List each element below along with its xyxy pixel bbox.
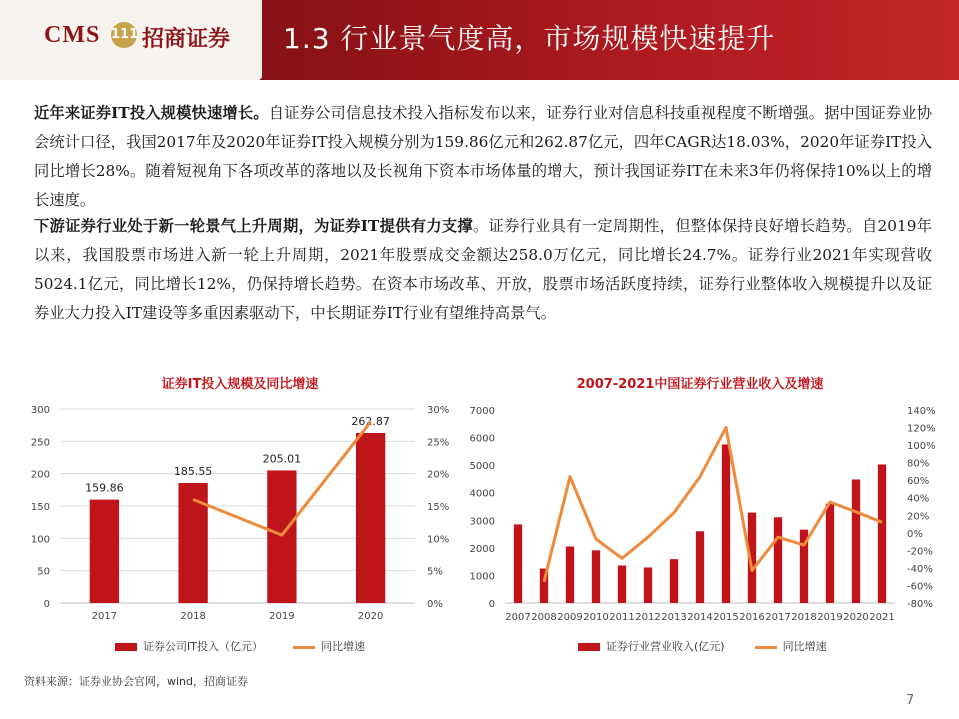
legend-bar-swatch (115, 643, 137, 651)
x-tick-label: 2008 (531, 612, 557, 623)
x-tick-label: 2007 (505, 612, 531, 623)
y-left-tick-label: 50 (37, 566, 50, 578)
y-right-tick-label: 100% (907, 441, 936, 453)
x-tick-label: 2010 (583, 612, 609, 623)
y-right-tick-label: -20% (907, 546, 933, 558)
x-tick-label: 2016 (739, 612, 765, 623)
y-right-tick-label: 25% (427, 437, 450, 449)
y-right-tick-label: 20% (427, 469, 450, 481)
bar (644, 567, 652, 603)
bar-value-label: 262.87 (351, 415, 390, 429)
y-right-tick-label: -40% (907, 563, 933, 575)
y-right-tick-label: 10% (427, 534, 450, 546)
x-tick-label: 2012 (635, 612, 661, 623)
bar (514, 524, 522, 603)
bar (774, 517, 782, 603)
y-left-tick-label: 7000 (469, 406, 495, 417)
y-left-tick-label: 3000 (469, 516, 495, 528)
x-tick-label: 2014 (687, 612, 713, 623)
y-right-tick-label: 0% (907, 528, 923, 540)
x-tick-label: 2018 (180, 611, 206, 622)
x-tick-label: 2020 (843, 612, 869, 623)
chart2-title: 2007-2021中国证券行业营业收入及增速 (576, 377, 824, 392)
logo-en-text: CMS (44, 22, 101, 48)
legend-line-label: 同比增速 (320, 640, 365, 653)
x-tick-label: 2017 (91, 611, 118, 622)
y-left-tick-label: 5000 (469, 461, 495, 473)
y-left-tick-label: 0 (43, 599, 50, 610)
x-tick-label: 2015 (713, 612, 739, 623)
y-right-tick-label: 80% (907, 458, 930, 470)
y-left-tick-label: 4000 (469, 488, 495, 500)
bar-value-label: 185.55 (173, 465, 213, 479)
bar (826, 504, 834, 603)
y-left-tick-label: 150 (30, 502, 50, 513)
paragraph-lead: 下游证券行业处于新一轮景气上升周期，为证券IT提供有力支撑 (34, 217, 473, 235)
bar-value-label: 205.01 (262, 452, 302, 466)
x-tick-label: 2018 (791, 612, 817, 623)
x-tick-label: 2011 (609, 612, 635, 623)
bar (696, 531, 704, 603)
bar (722, 444, 730, 603)
x-tick-label: 2019 (817, 612, 843, 623)
logo-mark-icon: 111 (111, 22, 137, 48)
bar (878, 464, 886, 603)
y-left-tick-label: 6000 (469, 433, 495, 445)
y-right-tick-label: 15% (427, 502, 450, 513)
y-right-tick-label: -60% (907, 581, 933, 593)
paragraph-body: 自证券公司信息技术投入指标发布以来，证券行业对信息科技重视程度不断增强。据中国证券业协会统计口径，我国2017年及2020年证券IT投入规模分别为159.86亿元和262.87亿元，四年CAGR达18.03%，2020年证券IT投入同比增长28%。随着短视角下各项改革的落地以及长视角下资本市场体量的增大，预计我国证券IT在未来3年仍将保持10%以上的增长速度。 (34, 104, 932, 209)
x-tick-label: 2021 (869, 612, 895, 623)
y-right-tick-label: 0% (427, 599, 443, 610)
legend-line-swatch (293, 646, 315, 649)
y-left-tick-label: 100 (30, 534, 50, 546)
y-right-tick-label: 60% (907, 476, 930, 488)
paragraph-body: 。证券行业具有一定周期性，但整体保持良好增长趋势。自2019年以来，我国股票市场进入新一轮上升周期，2021年股票成交金额达258.0万亿元，同比增长24.7%。证券行业2021年实现营收5024.1亿元，同比增长12%，仍保持增长趋势。在资本市场改革、开放，股票市场活跃度持续，证券行业整体收入规模提升以及证券业大力投入IT建设等多重因素驱动下，中长期证券IT行业有望维持高景气。 (34, 217, 932, 322)
y-right-tick-label: 5% (427, 566, 443, 578)
y-right-tick-label: 40% (907, 493, 930, 505)
y-left-tick-label: 250 (30, 437, 50, 449)
y-right-tick-label: 120% (907, 423, 936, 435)
source-note: 资料来源：证券业协会官网，wind，招商证券 (24, 675, 249, 688)
bar-value-label: 159.86 (85, 481, 124, 495)
legend-line-swatch (755, 646, 777, 649)
logo-cn-text: 招商证券 (142, 27, 231, 52)
legend-bar-swatch (578, 643, 600, 651)
y-left-tick-label: 0 (488, 599, 495, 610)
y-right-tick-label: -80% (907, 599, 933, 610)
y-left-tick-label: 200 (30, 469, 50, 481)
bar (852, 479, 860, 603)
y-left-tick-label: 300 (30, 405, 50, 416)
bar (566, 546, 574, 603)
chart1-legend (115, 638, 365, 654)
chart2-legend (578, 638, 827, 654)
chart1-title: 证券IT投入规模及同比增速 (161, 377, 319, 392)
y-right-tick-label: 20% (907, 511, 930, 523)
y-right-tick-label: 30% (427, 405, 450, 416)
legend-bar-label: 证券行业营业收入(亿元) (606, 640, 725, 653)
x-tick-label: 2017 (765, 612, 791, 623)
x-tick-label: 2009 (557, 612, 583, 623)
x-tick-label: 2013 (661, 612, 687, 623)
bar (618, 566, 626, 603)
y-right-tick-label: 140% (907, 406, 936, 417)
legend-line-label: 同比增速 (782, 640, 827, 653)
bar (670, 559, 678, 603)
bar (592, 550, 600, 603)
slide-title: 1.3 行业景气度高，市场规模快速提升 (283, 22, 776, 55)
y-left-tick-label: 1000 (469, 571, 495, 583)
legend-bar-label: 证券公司IT投入（亿元） (143, 640, 263, 653)
x-tick-label: 2019 (269, 611, 295, 622)
paragraph-lead: 近年来证券IT投入规模快速增长。 (34, 104, 269, 122)
y-left-tick-label: 2000 (469, 543, 495, 555)
page-number: 7 (906, 693, 915, 708)
x-tick-label: 2020 (357, 611, 384, 622)
